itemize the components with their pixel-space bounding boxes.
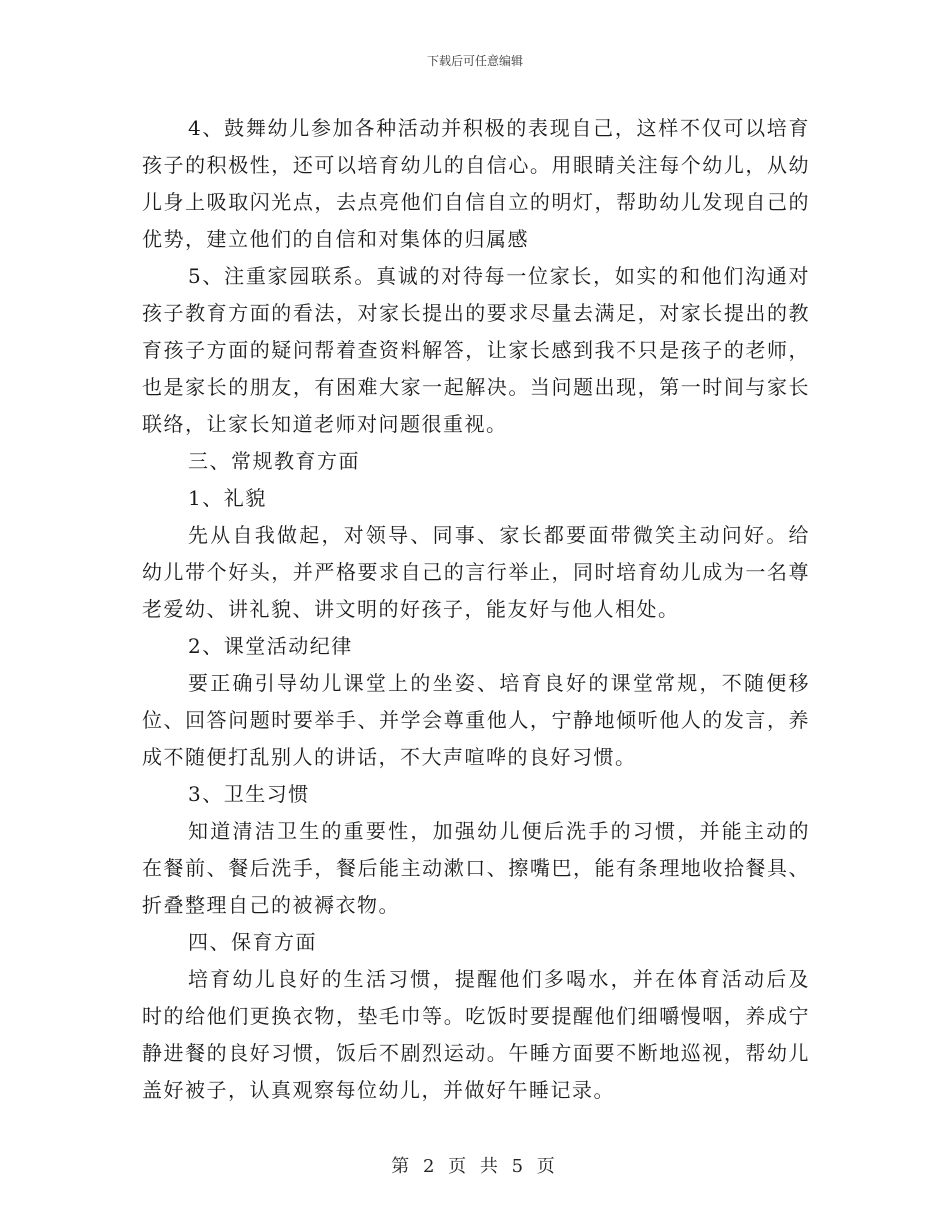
subheading-classroom-discipline: 2、课堂活动纪律 (188, 634, 353, 658)
paragraph-courtesy: 先从自我做起，对领导、同事、家长都要面带微笑主动问好。给幼儿带个好头，并严格要求自己的言行举止，同时培育幼儿成为一名尊老爱幼、讲礼貌、讲文明的好孩子，能友好与他人相处。 (142, 523, 810, 621)
paragraph-item-4: 4、鼓舞幼儿参加各种活动并积极的表现自己，这样不仅可以培育孩子的积极性，还可以培育幼儿的自信心。用眼睛关注每个幼儿，从幼儿身上吸取闪光点，去点亮他们自信自立的明灯，帮助幼儿发现自己的优势，建立他们的自信和对集体的归属感 (142, 116, 810, 251)
subheading-courtesy: 1、礼貌 (188, 486, 267, 510)
page-footer-page-number: 第 2 页 共 5 页 (391, 1156, 559, 1177)
section-heading-routine-education: 三、常规教育方面 (188, 449, 360, 473)
document-body (142, 110, 810, 1109)
paragraph-childcare: 培育幼儿良好的生活习惯，提醒他们多喝水，并在体育活动后及时的给他们更换衣物，垫毛巾等。吃饭时要提醒他们细嚼慢咽，养成宁静进餐的良好习惯，饭后不剧烈运动。午睡方面要不断地巡视，帮幼儿盖好被子，认真观察每位幼儿，并做好午睡记录。 (142, 967, 810, 1102)
paragraph-hygiene-habits: 知道清洁卫生的重要性，加强幼儿便后洗手的习惯，并能主动的在餐前、餐后洗手，餐后能主动漱口、擦嘴巴，能有条理地收拾餐具、折叠整理自己的被褥衣物。 (142, 819, 810, 917)
subheading-hygiene-habits: 3、卫生习惯 (188, 782, 310, 806)
page-header: 下载后可任意编辑 (426, 54, 523, 68)
section-heading-childcare: 四、保育方面 (188, 930, 317, 954)
paragraph-classroom-discipline: 要正确引导幼儿课堂上的坐姿、培育良好的课堂常规，不随便移位、回答问题时要举手、并学会尊重他人，宁静地倾听他人的发言，养成不随便打乱别人的讲话，不大声喧哗的良好习惯。 (142, 671, 810, 769)
paragraph-item-5: 5、注重家园联系。真诚的对待每一位家长，如实的和他们沟通对孩子教育方面的看法，对家长提出的要求尽量去满足，对家长提出的教育孩子方面的疑问帮着查资料解答，让家长感到我不只是孩子的老师，也是家长的朋友，有困难大家一起解决。当问题出现，第一时间与家长联络，让家长知道老师对问题很重视。 (142, 264, 810, 436)
